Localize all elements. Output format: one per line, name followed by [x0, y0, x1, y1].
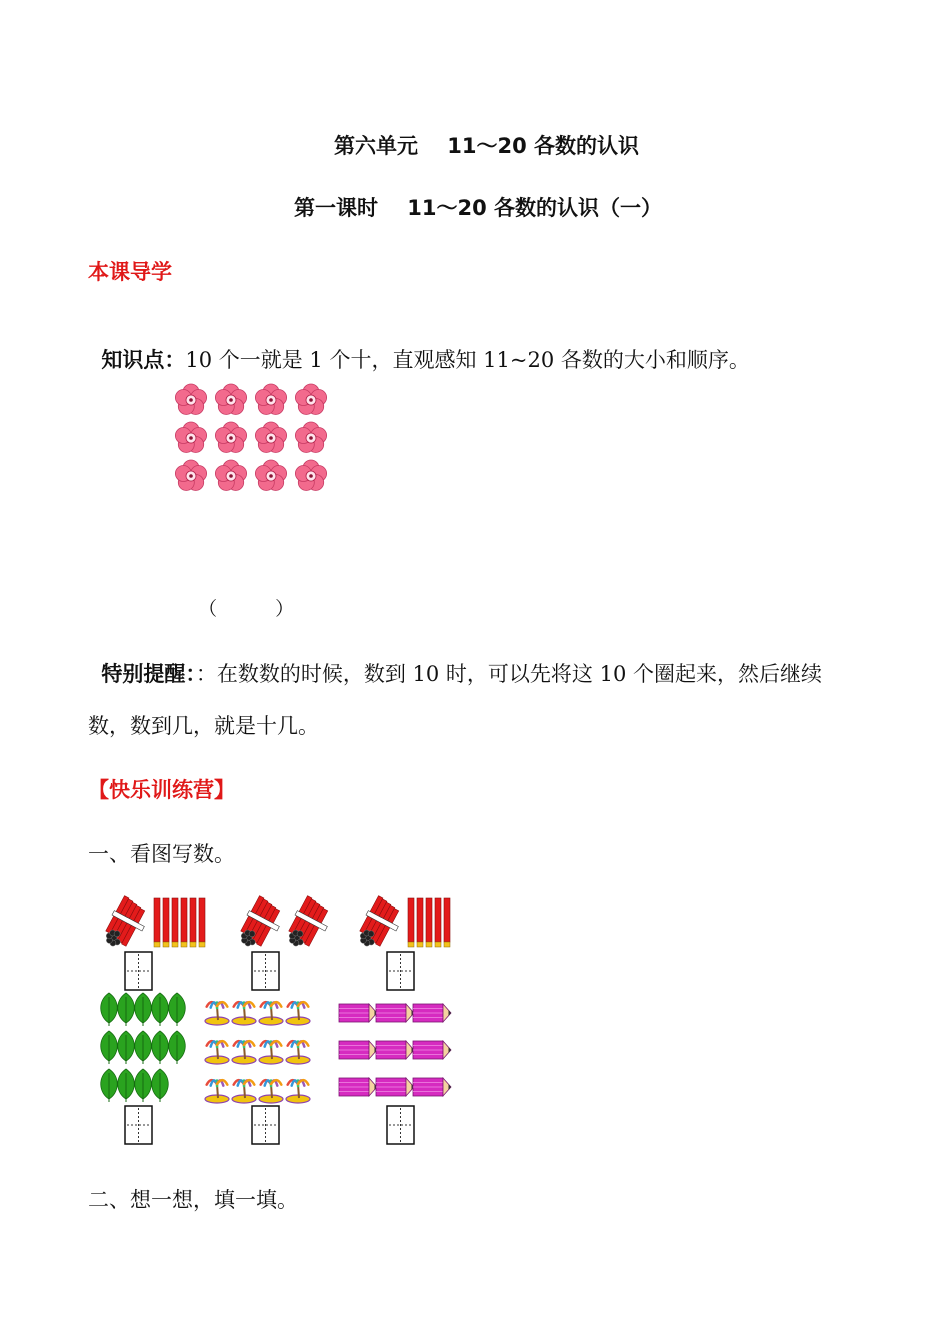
- palm-tree-icon: [259, 1080, 283, 1103]
- stick-icon: [408, 898, 414, 947]
- flower-icon: [255, 460, 286, 490]
- flower-icon: [215, 384, 246, 414]
- guide-heading: 本课导学: [88, 260, 172, 284]
- pencil-icon: [376, 1078, 414, 1096]
- leaf-icon: [135, 1031, 152, 1064]
- pencil-icon: [339, 1004, 377, 1022]
- pencil-icon: [413, 1004, 451, 1022]
- palm-tree-icon: [232, 1080, 256, 1103]
- stick-group: [106, 896, 205, 947]
- knowledge-text: 10 个一就是 1 个十，直观感知 11~20 各数的大小和顺序。: [185, 348, 750, 372]
- flower-icon: [175, 384, 206, 414]
- leaf-icon: [101, 1069, 118, 1102]
- pencil-icon: [413, 1078, 451, 1096]
- stick-icon: [190, 898, 196, 947]
- flower-icon: [295, 460, 326, 490]
- palm-tree-icon: [259, 1041, 283, 1064]
- flower-icon: [295, 422, 326, 452]
- knowledge-label: 知识点：: [101, 348, 186, 372]
- flower-icon: [255, 422, 286, 452]
- palm-tree-icon: [205, 1041, 229, 1064]
- leaf-icon: [135, 1069, 152, 1102]
- stick-icon: [154, 898, 160, 947]
- leaf-icon: [118, 1069, 135, 1102]
- pencil-icon: [376, 1041, 414, 1059]
- pencil-icon: [339, 1041, 377, 1059]
- reminder-text-1: ：在数数的时候，数到 10 时，可以先将这 10 个圈起来，然后继续: [195, 662, 823, 686]
- palm-tree-icon: [286, 1041, 310, 1064]
- leaf-icon: [152, 1031, 169, 1064]
- stick-bundle-icon: [106, 896, 145, 947]
- stick-bundle-icon: [241, 896, 280, 947]
- leaf-icon: [101, 1031, 118, 1064]
- answer-box[interactable]: [252, 1106, 279, 1144]
- practice-heading: 【快乐训练营】: [88, 778, 235, 802]
- answer-box[interactable]: [252, 952, 279, 990]
- palm-tree-icon: [259, 1002, 283, 1025]
- leaf-icon: [169, 993, 186, 1026]
- stick-icon: [444, 898, 450, 947]
- pencil-icon: [339, 1078, 377, 1096]
- question-1: 一、看图写数。: [88, 842, 235, 866]
- leaf-icon: [101, 993, 118, 1026]
- flower-icon: [175, 460, 206, 490]
- leaf-icon: [118, 993, 135, 1026]
- leaf-icon: [152, 993, 169, 1026]
- flower-icon: [295, 384, 326, 414]
- picture-area: [95, 892, 465, 1154]
- flower-icon: [255, 384, 286, 414]
- palm-tree-icon: [286, 1080, 310, 1103]
- stick-group: [241, 896, 328, 947]
- answer-box[interactable]: [387, 1106, 414, 1144]
- stick-icon: [163, 898, 169, 947]
- paren-close: ）: [275, 598, 295, 620]
- reminder-line-1: [88, 634, 822, 688]
- leaf-group: [101, 993, 186, 1102]
- stick-icon: [199, 898, 205, 947]
- answer-box[interactable]: [125, 1106, 152, 1144]
- reminder-label: 特别提醒：: [101, 662, 196, 686]
- palm-group: [205, 1002, 310, 1103]
- flower-icon: [215, 460, 246, 490]
- question-2: 二、想一想，填一填。: [88, 1188, 298, 1212]
- flower-icon: [175, 422, 206, 452]
- stick-icon: [426, 898, 432, 947]
- reminder-line-2: 数，数到几，就是十几。: [88, 714, 319, 738]
- flower-icon: [215, 422, 246, 452]
- unit-title: 第六单元 11～20 各数的认识: [334, 134, 640, 158]
- leaf-icon: [152, 1069, 169, 1102]
- leaf-icon: [118, 1031, 135, 1064]
- palm-tree-icon: [232, 1002, 256, 1025]
- lesson-title: 第一课时 11～20 各数的认识（一）: [294, 196, 663, 220]
- pencil-icon: [376, 1004, 414, 1022]
- palm-tree-icon: [286, 1002, 310, 1025]
- pencil-icon: [413, 1041, 451, 1059]
- stick-icon: [181, 898, 187, 947]
- stick-icon: [417, 898, 423, 947]
- stick-bundle-icon: [289, 896, 328, 947]
- leaf-icon: [169, 1031, 186, 1064]
- palm-tree-icon: [205, 1080, 229, 1103]
- stick-group: [360, 896, 450, 947]
- flower-answer-blank[interactable]: [186, 572, 294, 621]
- palm-tree-icon: [205, 1002, 229, 1025]
- stick-bundle-icon: [360, 896, 399, 947]
- flower-grid: [172, 382, 332, 498]
- stick-icon: [172, 898, 178, 947]
- answer-box[interactable]: [125, 952, 152, 990]
- answer-box[interactable]: [387, 952, 414, 990]
- pencil-group: [339, 1004, 451, 1096]
- palm-tree-icon: [232, 1041, 256, 1064]
- knowledge-point: [88, 320, 750, 374]
- paren-open: （: [198, 598, 218, 620]
- stick-icon: [435, 898, 441, 947]
- leaf-icon: [135, 993, 152, 1026]
